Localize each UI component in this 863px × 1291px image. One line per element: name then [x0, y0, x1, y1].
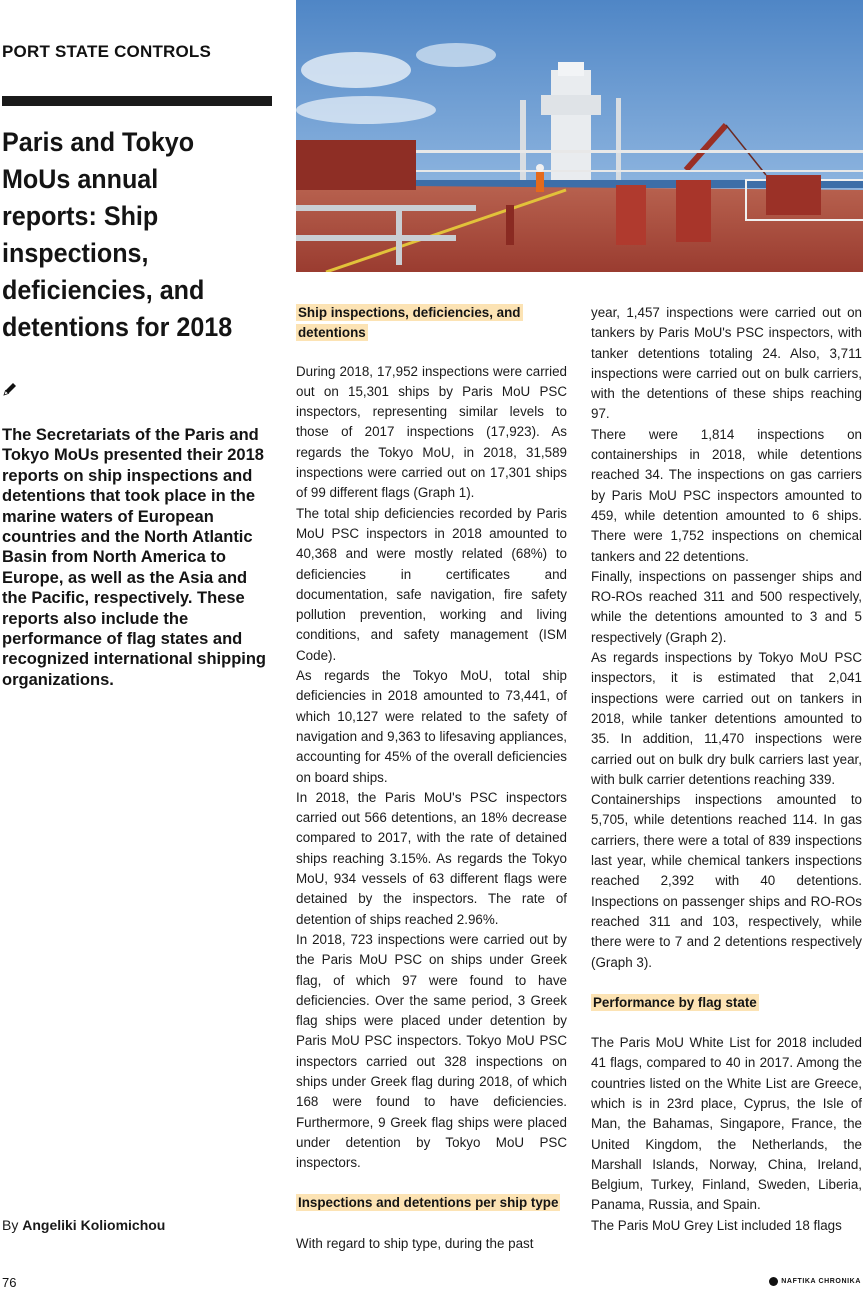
brand-logo-icon — [769, 1277, 778, 1286]
byline-author: Angeliki Koliomichou — [22, 1217, 166, 1233]
byline-prefix: By — [2, 1217, 19, 1233]
page-number: 76 — [2, 1275, 17, 1290]
subheading-ship-type: Inspections and detentions per ship type — [298, 1195, 559, 1211]
article-column-1 — [296, 303, 567, 1254]
paragraph: Containerships inspections amounted to 5,705, while detentions reached 114. In gas carriers, there were a total of 839 inspections last year, while chemical tankers inspections reached 2,392 with 40 detentions. Inspections on passenger ships and RO-ROs reached 311 and 103, respectively, while there were to 7 and 2 detentions respectively (Graph 3). — [591, 792, 862, 970]
paragraph: The Paris MoU White List for 2018 included 41 flags, compared to 40 in 2017. Among the countries listed on the White List are Greece, which is in 23rd place, Cyprus, the Isle of Man, the Bahamas, Singapore, France, the United Kingdom, the Netherlands, the Marshall Islands, Norway, China, Ireland, Belgium, Turkey, Finland, Sweden, Liberia, Panama, Russia, and Spain. — [591, 1035, 862, 1213]
section-rule — [2, 96, 272, 106]
paragraph: year, 1,457 inspections were carried out on tankers by Paris MoU's PSC inspectors, with tanker detentions totaling 24. Also, 3,711 inspections were carried out on bulk carriers, with the detentions of these ships reaching 97. — [591, 305, 862, 422]
paragraph: In 2018, 723 inspections were carried out by the Paris MoU PSC on ships under Greek flag, of which 97 were found to have deficiencies. Over the same period, 3 Greek flag ships were placed under detention by Paris MoU PSC inspectors. Tokyo MoU PSC inspectors carried out 328 inspections on ships under Greek flag during 2018, of which 168 were found to have deficiencies. Furthermore, 9 Greek flag ships were placed under detention by Tokyo MoU PSC inspectors. — [296, 931, 567, 1171]
paragraph: During 2018, 17,952 inspections were carried out on 15,301 ships by Paris MoU PSC inspectors, representing similar levels to those of 2017 inspections (17,923). As regards the Tokyo MoU, in 2018, 31,589 inspections were carried out on 17,301 ships of 99 different flags (Graph 1). — [296, 363, 567, 501]
paragraph: Finally, inspections on passenger ships and RO-ROs reached 311 and 500 respectively, while the detentions amounted to 3 and 5 respectively (Graph 2). — [591, 568, 862, 645]
subheading-flag-state: Performance by flag state — [593, 994, 757, 1010]
byline — [2, 1217, 165, 1233]
article-lead: The Secretariats of the Paris and Tokyo MoUs presented their 2018 reports on ship inspections and detentions that took place in the marine waters of European countries and the North Atlantic Basin from North America to Europe, as well as the Asia and the Pacific, respectively. These reports also include the performance of flag states and recognized international shipping organizations. — [2, 426, 267, 689]
paragraph: As regards inspections by Tokyo MoU PSC inspectors, it is estimated that 2,041 inspections were carried out on tankers in 2018, while tanker detentions amounted to 35. In addition, 11,470 inspections were carried out on bulk dry bulk carriers last year, with bulk carrier detentions reaching 339. — [591, 650, 862, 787]
paragraph: The Paris MoU Grey List included 18 flags — [591, 1217, 842, 1233]
ship-deck-illustration — [296, 0, 863, 272]
pen-icon — [2, 381, 18, 397]
paragraph: The total ship deficiencies recorded by Paris MoU PSC inspectors in 2018 amounted to 40,368 and were mostly related (68%) to deficiencies in certificates and documentation, safe navigation, fire safety pollution prevention, working and living conditions, and safety management (ISM Code). — [296, 505, 567, 663]
paragraph: In 2018, the Paris MoU's PSC inspectors carried out 566 detentions, an 18% decrease compared to 2017, with the rate of detained ships reaching 3.15%. As regards the Tokyo MoU, 934 vessels of 63 different flags were detained by the inspectors. The rate of detention of ships reached 2.96%. — [296, 789, 567, 927]
publication-brand — [769, 1277, 861, 1286]
paragraph: As regards the Tokyo MoU, total ship deficiencies in 2018 amounted to 73,441, of which 10,127 were related to the safety of navigation and 9,363 to lifesaving appliances, accounting for 45% of the overall deficiencies on board ships. — [296, 668, 567, 785]
section-label: PORT STATE CONTROLS — [2, 42, 212, 61]
article-column-2 — [591, 303, 862, 1236]
subheading-inspections: Ship inspections, deficiencies, and detentions — [298, 305, 521, 341]
brand-name: NAFTIKA CHRONIKA — [781, 1278, 861, 1285]
paragraph: There were 1,814 inspections on containerships in 2018, while detentions reached 34. The inspections on gas carriers by Paris MoU PSC inspectors amounted to 459, while detention amounted to 6 ships. There were 1,752 inspections on chemical tankers and 22 detentions. — [591, 426, 862, 564]
paragraph: With regard to ship type, during the past — [296, 1235, 534, 1251]
ship-deck-photo — [296, 0, 863, 272]
article-headline: Paris and Tokyo MoUs annual reports: Ship inspections, deficiencies, and detentions for 2018 — [2, 127, 233, 342]
